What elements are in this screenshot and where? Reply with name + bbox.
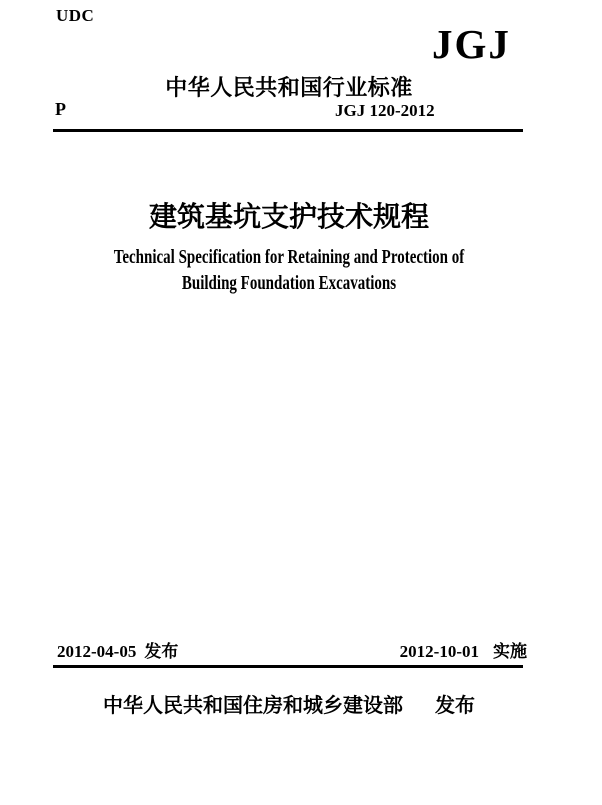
publisher-row (54, 689, 524, 718)
standard-category-heading: 中华人民共和国行业标准 (165, 76, 413, 101)
document-title-cn: 建筑基坑支护技术规程 (148, 200, 429, 233)
document-title-en-line2: Building Foundation Excavations (181, 273, 397, 295)
top-rule (53, 129, 523, 132)
document-title-en-line1: Technical Specification for Retaining and Protection of (113, 247, 465, 269)
issue-date-group (57, 637, 178, 662)
jgj-logo: JGJ (432, 21, 511, 67)
publisher-name: 中华人民共和国住房和城乡建设部 (103, 693, 403, 717)
document-title-en (54, 245, 524, 297)
issue-date-label: 发布 (144, 642, 179, 662)
issue-date: 2012-04-05 (57, 642, 137, 661)
udc-label: UDC (56, 6, 95, 25)
dates-row (57, 637, 527, 662)
classification-code: P (55, 99, 66, 119)
effective-date-label: 实施 (493, 642, 527, 662)
effective-date: 2012-10-01 (399, 642, 479, 661)
publisher-issue-label: 发布 (435, 693, 475, 717)
effective-date-group (400, 637, 527, 662)
bottom-rule (53, 665, 523, 668)
standard-number: JGJ 120-2012 (335, 101, 435, 120)
